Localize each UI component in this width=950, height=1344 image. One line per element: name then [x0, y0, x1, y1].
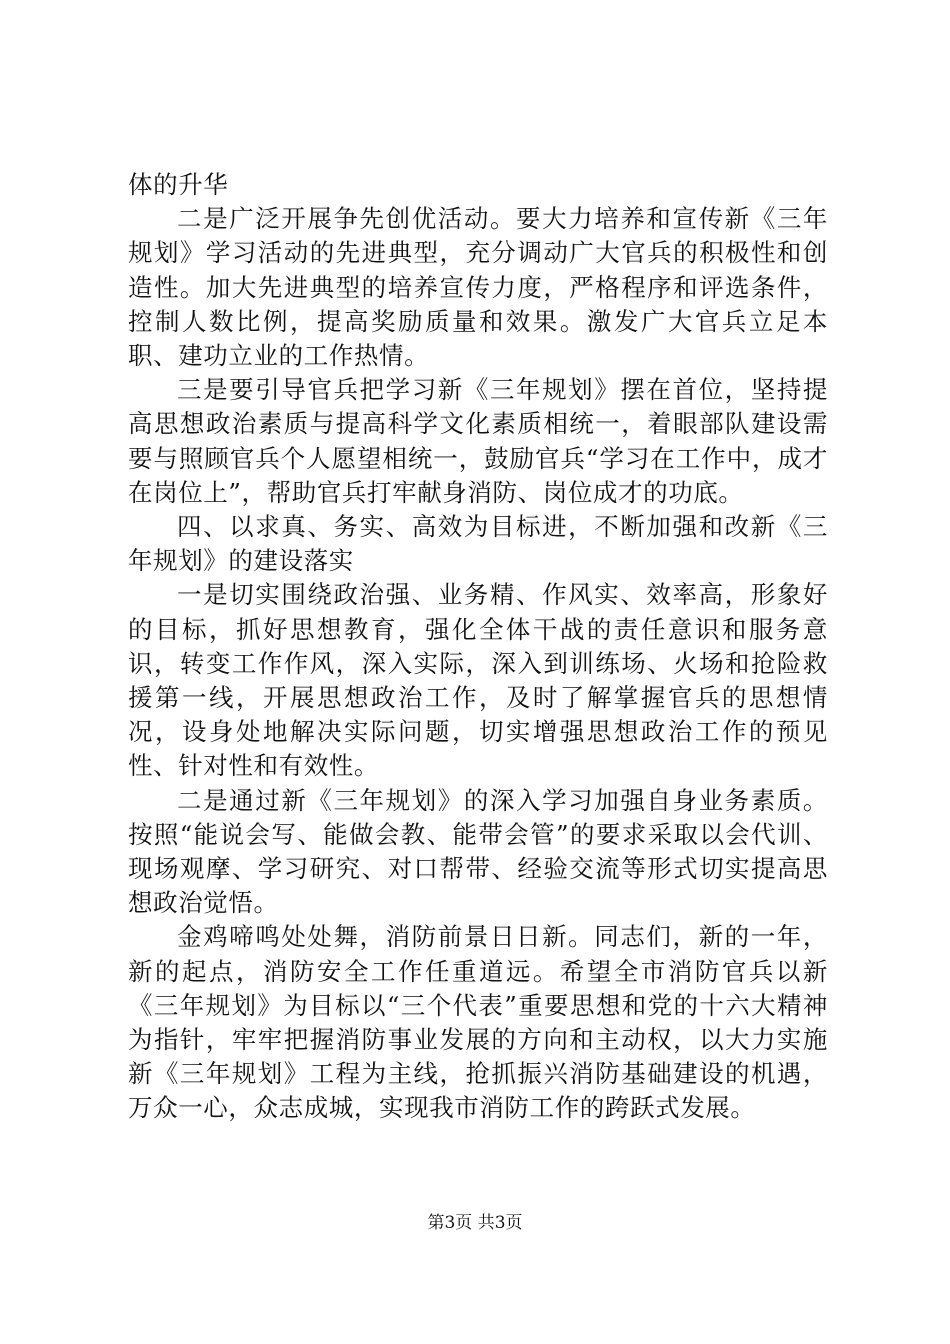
paragraph-continuation: 体的升华: [128, 170, 229, 199]
paragraph-political-goals: 一是切实围绕政治强、业务精、作风实、效率高，形象好的目标，抓好思想教育，强化全体干战的责任意识和服务意识，转变工作作风，深入实际，深入到训练场、火场和抢险救援第一线，开展思想政治工作，及时了解掌握官兵的思想情况，设身处地解决实际问题，切实增强思想政治工作的预见性、针对性和有效性。: [128, 580, 828, 781]
section-heading-four: 四、以求真、务实、高效为目标进，不断加强和改新《三年规划》的建设落实: [128, 512, 828, 576]
paragraph-competition-activity: 二是广泛开展争先创优活动。要大力培养和宣传新《三年规划》学习活动的先进典型，充分调动广大官兵的积极性和创造性。加大先进典型的培养宣传力度，严格程序和评选条件，控制人数比例，提高奖励质量和效果。激发广大官兵立足本职、建功立业的工作热情。: [128, 204, 828, 371]
paragraph-guide-officers: 三是要引导官兵把学习新《三年规划》摆在首位，坚持提高思想政治素质与提高科学文化素质相统一，着眼部队建设需要与照顾官兵个人愿望相统一，鼓励官兵“学习在工作中，成才在岗位上”，帮助官兵打牢献身消防、岗位成才的功底。: [128, 375, 828, 507]
paragraph-professional-quality: 二是通过新《三年规划》的深入学习加强自身业务素质。按照“能说会写、能做会教、能带会管”的要求采取以会代训、现场观摩、学习研究、对口帮带、经验交流等形式切实提高思想政治觉悟。: [128, 785, 828, 918]
page-number-footer: 第3页 共3页: [427, 1213, 523, 1233]
paragraph-closing: 金鸡啼鸣处处舞，消防前景日日新。同志们，新的一年，新的起点，消防安全工作任重道远。希望全市消防官兵以新《三年规划》为目标以“三个代表”重要思想和党的十六大精神为指针，牢牢把握消防事业发展的方向和主动权，以大力实施新《三年规划》工程为主线，抢抓振兴消防基础建设的机遇，万众一心，众志成城，实现我市消防工作的跨跃式发展。: [128, 922, 828, 1123]
document-body: [128, 168, 828, 1126]
